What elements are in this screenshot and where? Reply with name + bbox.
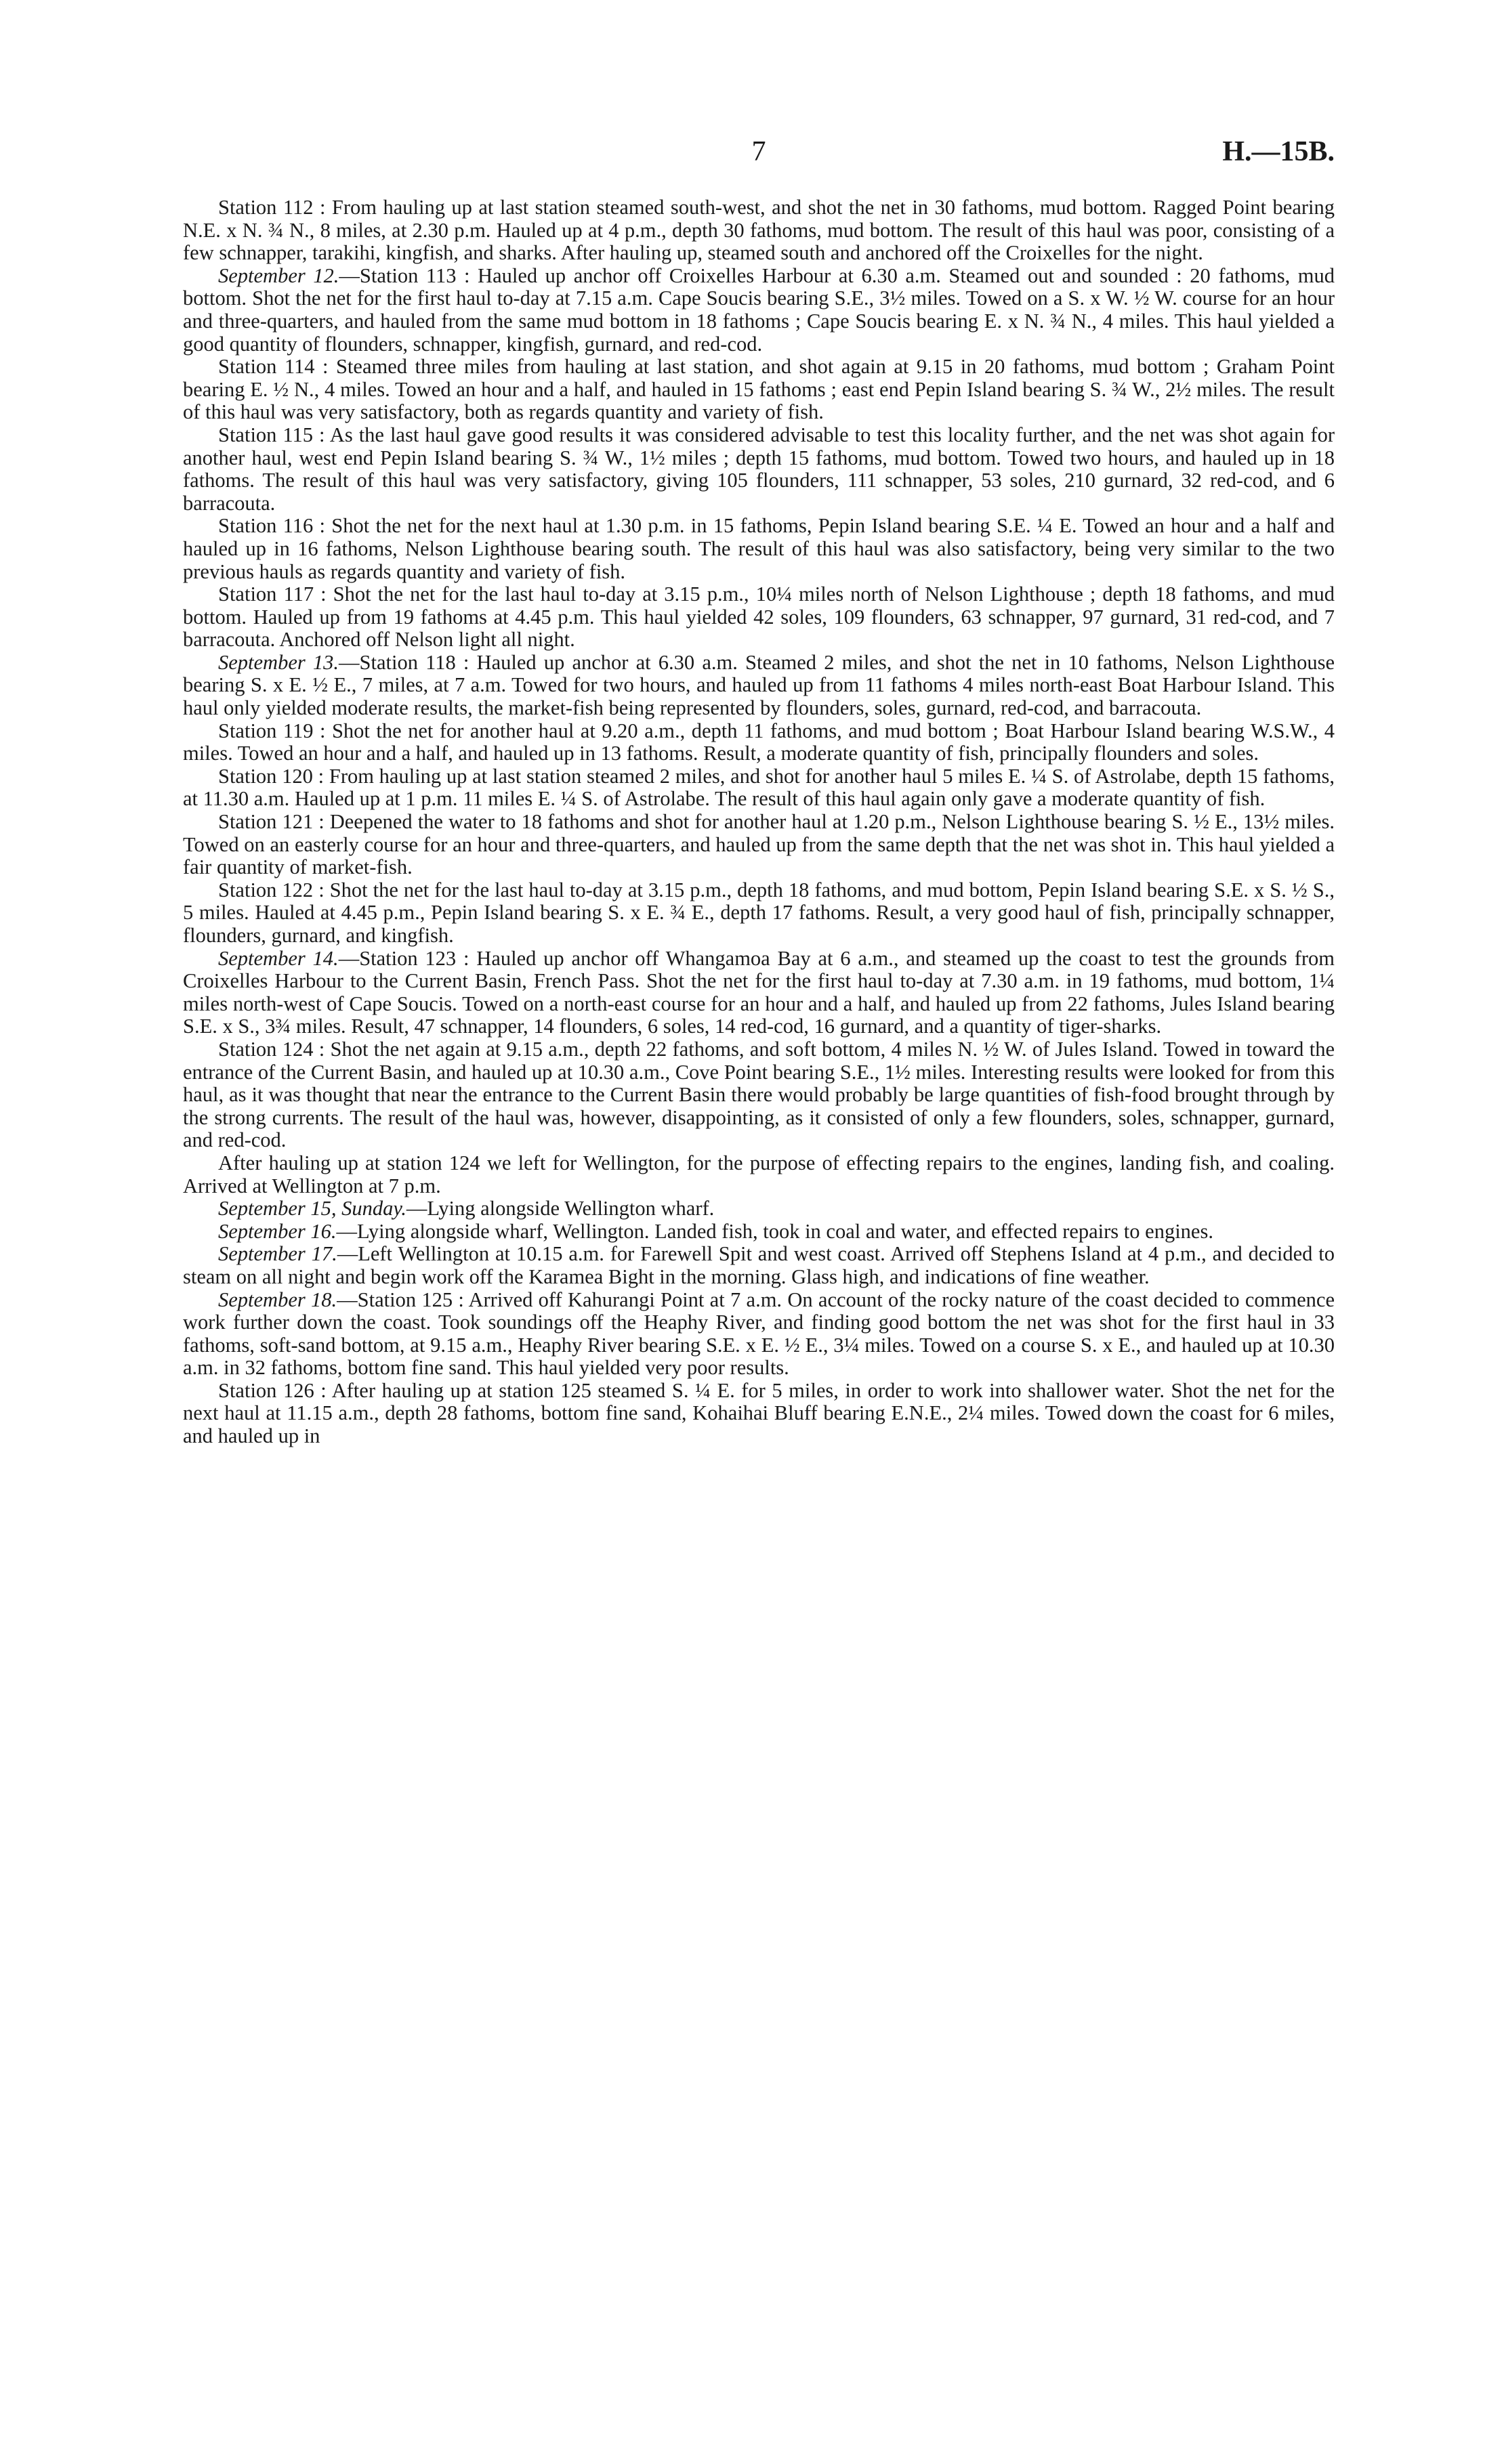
paragraph-text: —Lying alongside Wellington wharf. (406, 1197, 715, 1220)
paragraph-text: —Station 118 : Hauled up anchor at 6.30 a.m. Steamed 2 miles, and shot the net in 10 fathoms, Nelson Lighthouse bearing S. x E. ½ E., 7 miles, at 7 a.m. Towed for two hours, and hauled up from 11 fathoms 4 miles north-east Boat Harbour Island. This haul only yielded moderate results, the market-fish being represented by flounders, soles, gurnard, red-cod, and barracouta. (183, 650, 1335, 720)
paragraph-text: —Station 113 : Hauled up anchor off Croixelles Harbour at 6.30 a.m. Steamed out and sounded : 20 fathoms, mud bottom. Shot the net for the first haul to-day at 7.15 a.m. Cape Soucis bearing S.E., 3½ miles. Towed on a S. x W. ½ W. course for an hour and three-quarters, and hauled from the same mud bottom in 18 fathoms ; Cape Soucis bearing E. x N. ¾ N., 4 miles. This haul yielded a good quantity of flounders, schnapper, kingfish, gurnard, and red-cod. (183, 263, 1335, 356)
paragraph (183, 948, 1335, 1038)
document-reference: H.—15B. (1222, 136, 1335, 167)
paragraph (183, 1380, 1335, 1448)
paragraph-text: Station 117 : Shot the net for the last haul to-day at 3.15 p.m., 10¼ miles north of Nelson Lighthouse ; depth 18 fathoms, and mud bottom. Hauled up from 19 fathoms at 4.45 p.m. This haul yielded 42 soles, 109 flounders, 63 schnapper, 97 gurnard, 31 red-cod, and 7 barracouta. Anchored off Nelson light all night. (183, 582, 1335, 652)
paragraph-text: Station 124 : Shot the net again at 9.15 a.m., depth 22 fathoms, and soft bottom, 4 miles N. ½ W. of Jules Island. Towed in toward the entrance of the Current Basin, and hauled up at 10.30 a.m., Cove Point bearing S.E., 1½ miles. Interesting results were looked for from this haul, as it was thought that near the entrance to the Current Basin there would probably be large quantities of fish-food brought through by the strong currents. The result of the haul was, however, disappointing, as it consisted of only a few flounders, soles, schnapper, gurnard, and red-cod. (183, 1037, 1335, 1152)
paragraph (183, 1038, 1335, 1152)
paragraph (183, 583, 1335, 652)
body-text (183, 196, 1335, 1448)
paragraph-text: Station 114 : Steamed three miles from hauling at last station, and shot again at 9.15 in 20 fathoms, mud bottom ; Graham Point bearing E. ½ N., 4 miles. Towed an hour and a half, and hauled in 15 fathoms ; east end Pepin Island bearing S. ¾ W., 2½ miles. The result of this haul was very satisfactory, both as regards quantity and variety of fish. (183, 355, 1335, 424)
paragraph-text: Station 126 : After hauling up at station 125 steamed S. ¼ E. for 5 miles, in order to work into shallower water. Shot the net for the next haul at 11.15 a.m., depth 28 fathoms, bottom fine sand, Kohaihai Bluff bearing E.N.E., 2¼ miles. Towed down the coast for 6 miles, and hauled up in (183, 1378, 1335, 1448)
paragraph (183, 879, 1335, 948)
paragraph (183, 196, 1335, 265)
paragraph (183, 424, 1335, 515)
paragraph-text: —Station 123 : Hauled up anchor off Whangamoa Bay at 6 a.m., and steamed up the coast to test the grounds from Croixelles Harbour to the Current Basin, French Pass. Shot the net for the first haul to-day at 7.30 a.m. in 19 fathoms, mud bottom, 1¼ miles north-west of Cape Soucis. Towed on a north-east course for an hour and a half, and hauled up from 22 fathoms, Jules Island bearing S.E. x S., 3¾ miles. Result, 47 schnapper, 14 flounders, 6 soles, 14 red-cod, 16 gurnard, and a quantity of tiger-sharks. (183, 946, 1335, 1038)
paragraph-text: Station 112 : From hauling up at last station steamed south-west, and shot the net in 30 fathoms, mud bottom. Ragged Point bearing N.E. x N. ¾ N., 8 miles, at 2.30 p.m. Hauled up at 4 p.m., depth 30 fathoms, mud bottom. The result of this haul was poor, consisting of a few schnapper, tarakihi, kingfish, and sharks. After hauling up, steamed south and anchored off the Croixelles for the night. (183, 196, 1335, 265)
paragraph-text: After hauling up at station 124 we left for Wellington, for the purpose of effecting repairs to the engines, landing fish, and coaling. Arrived at Wellington at 7 p.m. (183, 1151, 1335, 1197)
date-heading: September 17. (218, 1242, 337, 1266)
date-heading: September 15, Sunday. (218, 1197, 406, 1220)
date-heading: September 14. (218, 946, 339, 970)
paragraph (183, 515, 1335, 583)
paragraph (183, 1289, 1335, 1380)
paragraph (183, 765, 1335, 811)
paragraph-text: Station 122 : Shot the net for the last haul to-day at 3.15 p.m., depth 18 fathoms, and mud bottom, Pepin Island bearing S.E. x S. ½ S., 5 miles. Hauled at 4.45 p.m., Pepin Island bearing S. x E. ¾ E., depth 17 fathoms. Result, a very good haul of fish, principally schnapper, flounders, gurnard, and kingfish. (183, 878, 1335, 947)
paragraph-text: —Station 125 : Arrived off Kahurangi Point at 7 a.m. On account of the rocky nature of the coast decided to commence work further down the coast. Took soundings off the Heaphy River, and finding good bottom the net was shot for the first haul in 33 fathoms, soft-sand bottom, at 9.15 a.m., Heaphy River bearing S.E. x E. ½ E., 3¼ miles. Towed on a course S. x E., and hauled up at 10.30 a.m. in 32 fathoms, bottom fine sand. This haul yielded very poor results. (183, 1288, 1335, 1380)
paragraph-text: Station 120 : From hauling up at last station steamed 2 miles, and shot for another haul 5 miles E. ¼ S. of Astrolabe, depth 15 fathoms, at 11.30 a.m. Hauled up at 1 p.m. 11 miles E. ¼ S. of Astrolabe. The result of this haul again only gave a moderate quantity of fish. (183, 764, 1335, 811)
date-heading: September 16. (218, 1219, 337, 1243)
paragraph-text: Station 116 : Shot the net for the next haul at 1.30 p.m. in 15 fathoms, Pepin Island bearing S.E. ¼ E. Towed an hour and a half and hauled up in 16 fathoms, Nelson Lighthouse bearing south. The result of this haul was also satisfactory, being very similar to the two previous hauls as regards quantity and variety of fish. (183, 514, 1335, 583)
paragraph-text: Station 119 : Shot the net for another haul at 9.20 a.m., depth 11 fathoms, and mud bottom ; Boat Harbour Island bearing W.S.W., 4 miles. Towed an hour and a half, and hauled up in 13 fathoms. Result, a moderate quantity of fish, principally flounders and soles. (183, 719, 1335, 765)
paragraph (183, 1197, 1335, 1220)
paragraph-text: Station 115 : As the last haul gave good results it was considered advisable to test this locality further, and the net was shot again for another haul, west end Pepin Island bearing S. ¾ W., 1½ miles ; depth 15 fathoms, mud bottom. Towed two hours, and hauled up in 18 fathoms. The result of this haul was very satisfactory, giving 105 flounders, 111 schnapper, 53 soles, 210 gurnard, 32 red-cod, and 6 barracouta. (183, 423, 1335, 515)
paragraph (183, 265, 1335, 356)
paragraph (183, 720, 1335, 765)
paragraph-text: —Lying alongside wharf, Wellington. Landed fish, took in coal and water, and effected repairs to engines. (336, 1219, 1213, 1243)
paragraph (183, 652, 1335, 720)
paragraph (183, 811, 1335, 879)
page-number: 7 (751, 136, 766, 167)
date-heading: September 13. (218, 650, 339, 674)
paragraph (183, 1220, 1335, 1244)
paragraph-text: Station 121 : Deepened the water to 18 fathoms and shot for another haul at 1.20 p.m., Nelson Lighthouse bearing S. ½ E., 13½ miles. Towed on an easterly course for an hour and three-quarters, and hauled up from the same depth that the net was shot in. This haul yielded a fair quantity of market-fish. (183, 810, 1335, 879)
paragraph-text: —Left Wellington at 10.15 a.m. for Farewell Spit and west coast. Arrived off Stephens Island at 4 p.m., and decided to steam on all night and begin work off the Karamea Bight in the morning. Glass high, and indications of fine weather. (183, 1242, 1335, 1288)
date-heading: September 12. (218, 263, 339, 287)
page-header (183, 135, 1335, 176)
paragraph (183, 1152, 1335, 1197)
paragraph (183, 1243, 1335, 1288)
date-heading: September 18. (218, 1288, 337, 1311)
paragraph (183, 356, 1335, 424)
